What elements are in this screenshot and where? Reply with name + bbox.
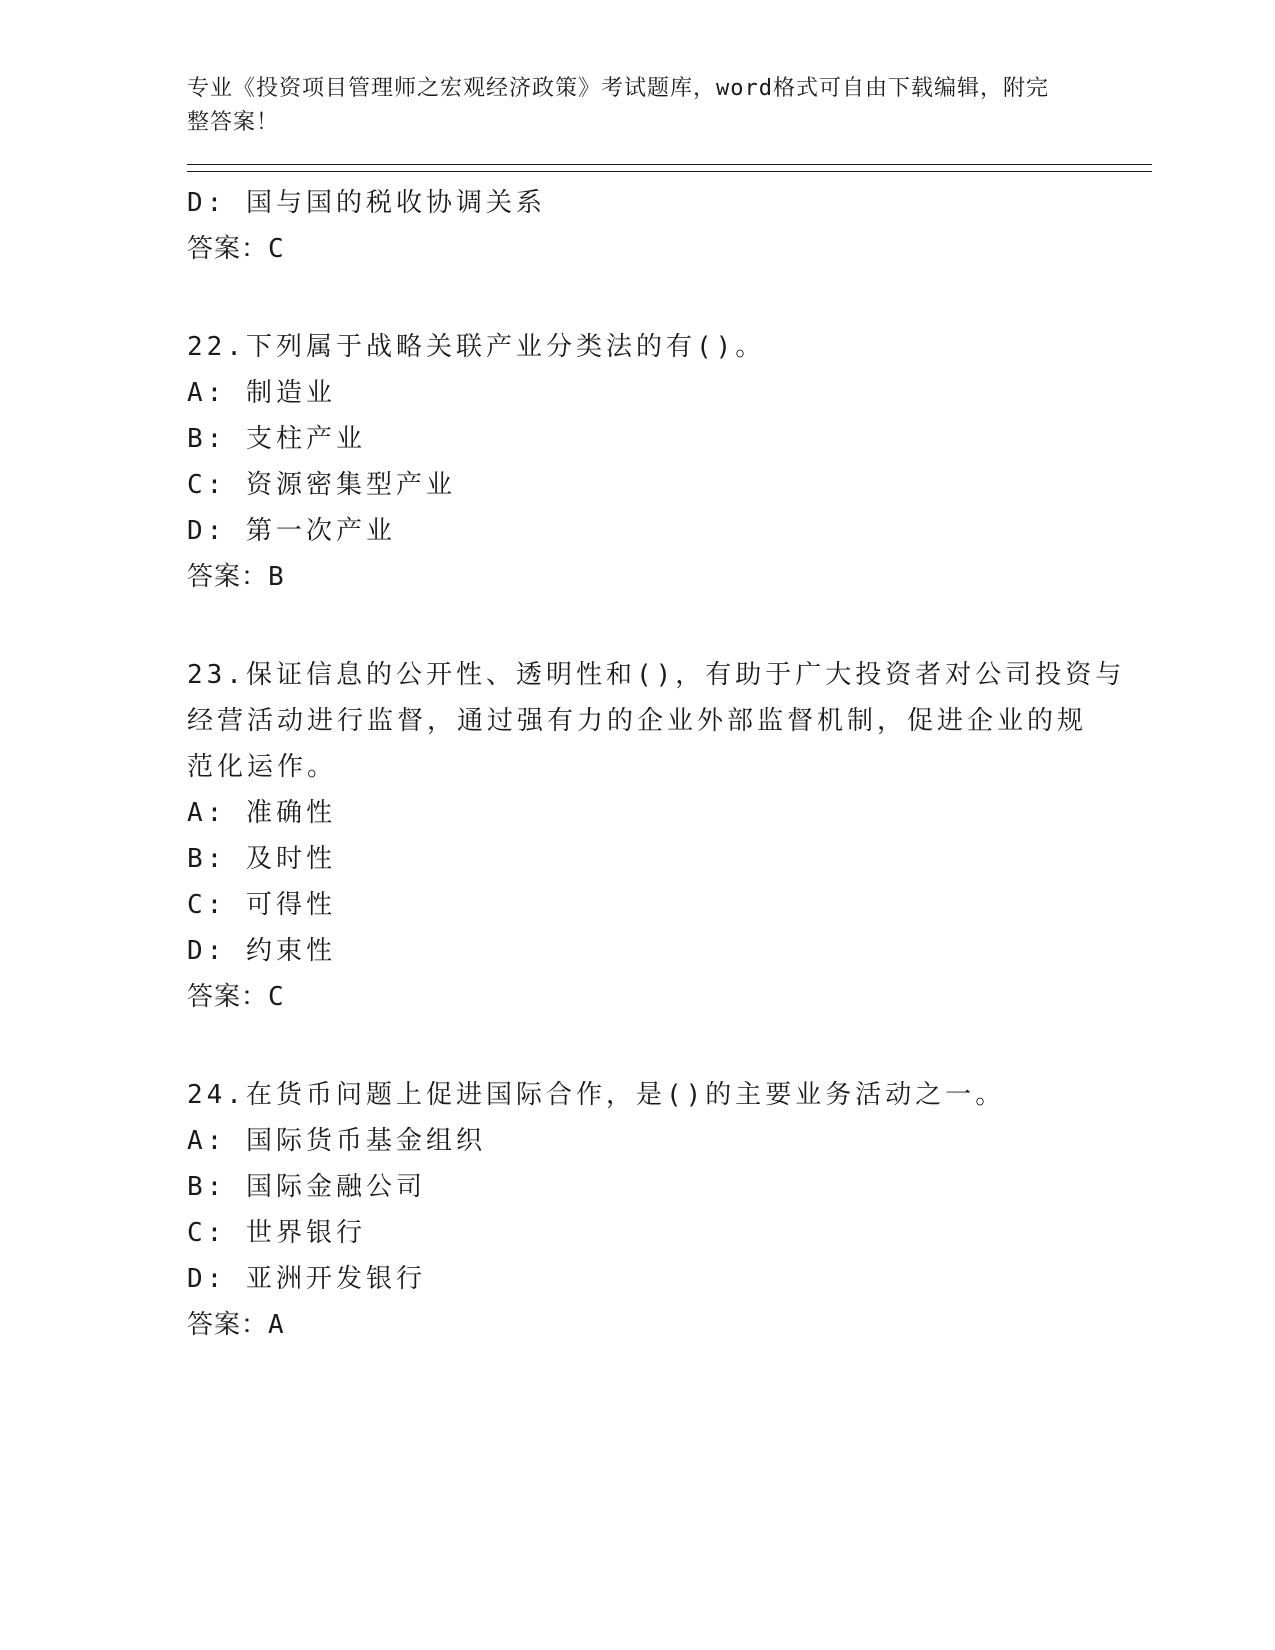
question-stem-line: 经营活动进行监督，通过强有力的企业外部监督机制，促进企业的规 [187,706,1088,736]
header-divider [187,164,1152,172]
answer-value: C [268,982,285,1012]
option-a: A: 制造业 [187,378,336,408]
answer-value: B [268,562,285,592]
answer-line [187,554,1152,600]
question-stem-line: 23.保证信息的公开性、透明性和()，有助于广大投资者对公司投资与 [187,660,1126,690]
option-d: D: 第一次产业 [187,516,396,546]
document-page [187,72,1152,1348]
answer-label: 答案： [187,562,269,592]
answer-label: 答案： [187,982,269,1012]
answer-label: 答案： [187,234,269,264]
option-b: B: 国际金融公司 [187,1172,426,1202]
option-d: D: 国与国的税收协调关系 [187,188,546,218]
answer-line [187,226,1152,272]
answer-value: C [268,234,285,264]
option-a: A: 国际货币基金组织 [187,1126,486,1156]
option-d: D: 亚洲开发银行 [187,1264,426,1294]
document-header: 专业《投资项目管理师之宏观经济政策》考试题库，word格式可自由下载编辑，附完整答案！ [187,76,1049,135]
option-b: B: 支柱产业 [187,424,366,454]
option-c: C: 资源密集型产业 [187,470,456,500]
question-23 [187,652,1152,1020]
answer-label: 答案： [187,1310,269,1340]
question-list [187,180,1152,1348]
option-d: D: 约束性 [187,936,336,966]
answer-line [187,1302,1152,1348]
question-stem: 22.下列属于战略关联产业分类法的有()。 [187,332,766,362]
answer-value: A [268,1310,285,1340]
option-c: C: 可得性 [187,890,336,920]
option-c: C: 世界银行 [187,1218,366,1248]
previous-question-tail [187,180,1152,272]
option-a: A: 准确性 [187,798,336,828]
answer-line [187,974,1152,1020]
option-b: B: 及时性 [187,844,336,874]
question-stem: 24.在货币问题上促进国际合作，是()的主要业务活动之一。 [187,1080,1006,1110]
question-24 [187,1072,1152,1348]
question-22 [187,324,1152,600]
question-stem-line: 范化运作。 [187,752,338,782]
